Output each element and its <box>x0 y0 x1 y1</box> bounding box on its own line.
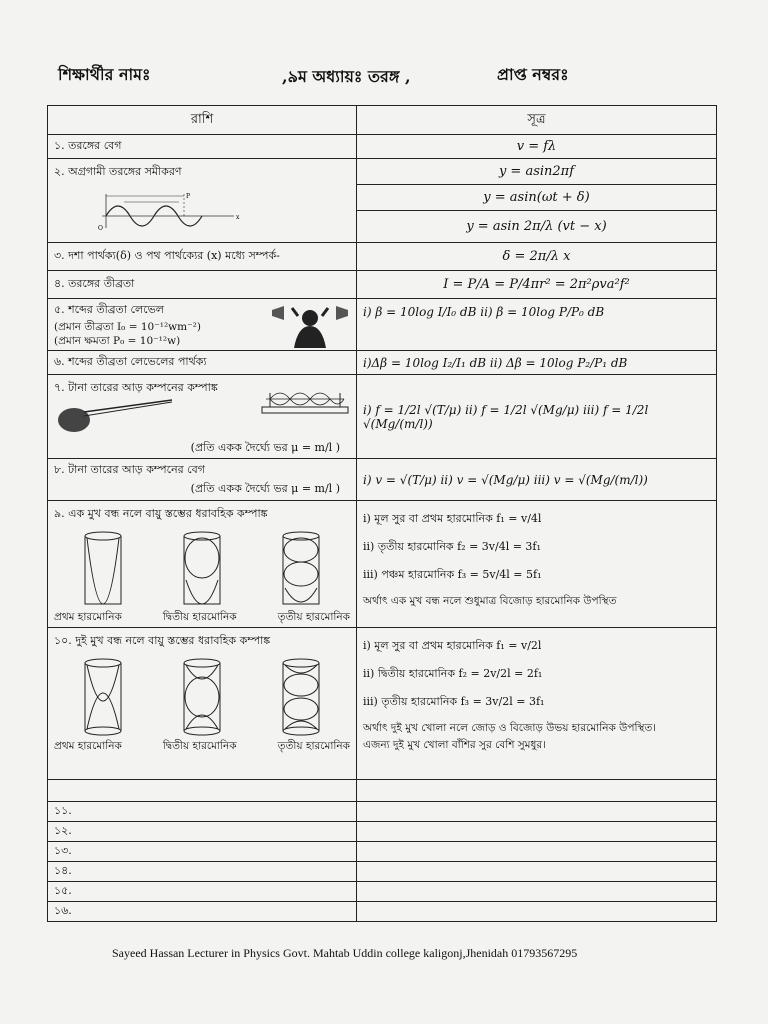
formula-column-header: সূত্র <box>357 106 717 135</box>
row-label: ৬. শব্দের তীব্রতা লেভেলের পার্থক্য <box>48 351 357 375</box>
open-tube-harmonics <box>357 628 717 780</box>
caption-third-harmonic: তৃতীয় হারমোনিক <box>277 740 350 752</box>
blank-row <box>48 822 717 842</box>
harmonic-3: iii) পঞ্চম হারমোনিক f₃ = 5v/4l = 5f₁ <box>363 568 542 581</box>
blank-row <box>48 882 717 902</box>
row-label-cell <box>48 501 357 628</box>
row-label-cell <box>48 459 357 501</box>
blank-row <box>48 842 717 862</box>
student-name-label: শিক্ষার্থীর নামঃ <box>58 65 151 84</box>
string-instrument-icon <box>54 398 174 436</box>
blank-row-number: ১৫. <box>48 882 357 902</box>
table-row <box>48 159 717 185</box>
row-label: ৩. দশা পার্থক্য(δ) ও পথ পার্থক্যের (x) মধ্যে সম্পর্ক- <box>48 243 357 271</box>
harmonic-3: iii) তৃতীয় হারমোনিক f₃ = 3v/2l = 3f₁ <box>363 695 545 708</box>
author-footer: Sayeed Hassan Lecturer in Physics Govt. Mahtab Uddin college kaligonj,Jhenidah 01793567295 <box>112 946 578 960</box>
table-row <box>48 459 717 501</box>
marks-label: প্রাপ্ত নম্বরঃ <box>497 65 569 84</box>
chapter-title: ,৯ম অধ্যায়ঃ তরঙ্গ , <box>282 67 411 86</box>
table-row <box>48 501 717 628</box>
row-label: ১. তরঙ্গের বেগ <box>48 135 357 159</box>
formula-table <box>47 105 717 922</box>
open-tube-captions <box>54 739 350 756</box>
caption-first-harmonic: প্রথম হারমোনিক <box>54 740 122 752</box>
row-formula: y = asin(ωt + δ) <box>357 185 717 211</box>
row-formula: δ = 2π/λ x <box>357 243 717 271</box>
row-formula: I = P/A = P/4πr² = 2π²ρva²f² <box>357 271 717 299</box>
svg-text:P: P <box>186 193 191 200</box>
open-tube-note-2: এজন্য দুই মুখ খোলা বাঁশির সুর বেশি সুমধুর। <box>363 739 546 751</box>
harmonic-1: i) মূল সুর বা প্রথম হারমোনিক f₁ = v/4l <box>363 512 542 525</box>
blank-row <box>48 902 717 922</box>
closed-tube-diagrams <box>54 524 350 608</box>
closed-tube-third-harmonic-icon <box>180 530 224 608</box>
blank-row <box>48 862 717 882</box>
row-formula: y = asin 2π/λ (vt − x) <box>357 211 717 243</box>
blank-row-number: ১৩. <box>48 842 357 862</box>
row-label-cell <box>48 375 357 459</box>
row-label: ৪. তরঙ্গের তীব্রতা <box>48 271 357 299</box>
reference-power: (প্রমান ক্ষমতা P₀ = 10⁻¹²w) <box>54 335 181 347</box>
row-label-cell <box>48 159 357 243</box>
closed-tube-first-harmonic-icon <box>81 530 125 608</box>
row-label: ১০. দুই মুখ বন্ধ নলে বায়ু স্তম্ভের ধরাবহিক কম্পাঙ্ক <box>54 634 271 647</box>
row-formula: i) v = √(T/μ) ii) v = √(Mg/μ) iii) v = √(Mg/(m/l)) <box>357 459 717 501</box>
reference-intensity: (প্রমান তীব্রতা I₀ = 10⁻¹²wm⁻²) <box>54 321 201 333</box>
open-tube-first-harmonic-icon <box>81 657 125 737</box>
row-formula: y = asin2πf <box>357 159 717 185</box>
table-row <box>48 271 717 299</box>
sonometer-icon <box>260 379 350 419</box>
harmonic-2: ii) দ্বিতীয় হারমোনিক f₂ = 2v/2l = 2f₁ <box>363 667 543 680</box>
caption-third-harmonic: তৃতীয় হারমোনিক <box>277 611 350 623</box>
table-row <box>48 135 717 159</box>
row-formula: i) β = 10log I/I₀ dB ii) β = 10log P/P₀ dB <box>357 299 717 351</box>
blank-row-number: ১২. <box>48 822 357 842</box>
row-formula: i) f = 1/2l √(T/μ) ii) f = 1/2l √(Mg/μ) iii) f = 1/2l √(Mg/(m/l)) <box>357 375 717 459</box>
caption-second-harmonic: দ্বিতীয় হারমোনিক <box>162 740 237 752</box>
mass-per-length-note: (প্রতি একক দৈর্ঘ্যে ভর μ = m/l ) <box>190 441 340 454</box>
svg-text:x: x <box>236 214 240 221</box>
row-formula: i)Δβ = 10log I₂/I₁ dB ii) Δβ = 10log P₂/P₁ dB <box>357 351 717 375</box>
blank-row <box>48 802 717 822</box>
blank-row-number: ১১. <box>48 802 357 822</box>
row-label-cell <box>48 299 357 351</box>
row-label: ৫. শব্দের তীব্রতা লেভেল <box>54 303 164 316</box>
open-tube-diagrams <box>54 651 350 737</box>
open-tube-second-harmonic-icon <box>180 657 224 737</box>
closed-tube-harmonics <box>357 501 717 628</box>
harmonic-1: i) মূল সুর বা প্রথম হারমোনিক f₁ = v/2l <box>363 639 542 652</box>
table-row <box>48 628 717 780</box>
row-label-cell <box>48 628 357 780</box>
table-row <box>48 243 717 271</box>
quantity-column-header: রাশি <box>48 106 357 135</box>
closed-tube-captions <box>54 610 350 627</box>
table-row <box>48 375 717 459</box>
blank-row-number: ১৪. <box>48 862 357 882</box>
row-label: ৮. টানা তারের আড় কম্পনের বেগ <box>54 462 205 476</box>
harmonic-2: ii) তৃতীয় হারমোনিক f₂ = 3v/4l = 3f₁ <box>363 540 541 553</box>
row-formula: v = fλ <box>357 135 717 159</box>
wave-diagram-icon <box>94 186 244 234</box>
caption-first-harmonic: প্রথম হারমোনিক <box>54 611 122 623</box>
worksheet-header <box>0 62 768 92</box>
closed-tube-note: অর্থাৎ এক মুখ বন্ধ নলে শুধুমাত্র বিজোড় হারমোনিক উপস্থিত <box>363 595 617 607</box>
caption-second-harmonic: দ্বিতীয় হারমোনিক <box>162 611 237 623</box>
closed-tube-fifth-harmonic-icon <box>279 530 323 608</box>
open-tube-third-harmonic-icon <box>279 657 323 737</box>
row-label: ৭. টানা তারের আড় কম্পনের কম্পাঙ্ক <box>54 381 218 394</box>
open-tube-note-1: অর্থাৎ দুই মুখ খোলা নলে জোড় ও বিজোড় উভয় হারমোনিক উপস্থিত। <box>363 722 657 734</box>
row-label: ২. অগ্রগামী তরঙ্গের সমীকরণ <box>54 165 182 178</box>
listener-speakers-icon <box>270 302 350 348</box>
blank-row-number: ১৬. <box>48 902 357 922</box>
table-row <box>48 351 717 375</box>
svg-text:O: O <box>98 225 103 232</box>
table-row <box>48 299 717 351</box>
mass-per-length-note: (প্রতি একক দৈর্ঘ্যে ভর μ = m/l ) <box>190 481 340 495</box>
table-header-row <box>48 106 717 135</box>
row-label: ৯. এক মুখ বন্ধ নলে বায়ু স্তম্ভের ধরাবহিক কম্পাঙ্ক <box>54 507 268 520</box>
spacer-row <box>48 780 717 802</box>
